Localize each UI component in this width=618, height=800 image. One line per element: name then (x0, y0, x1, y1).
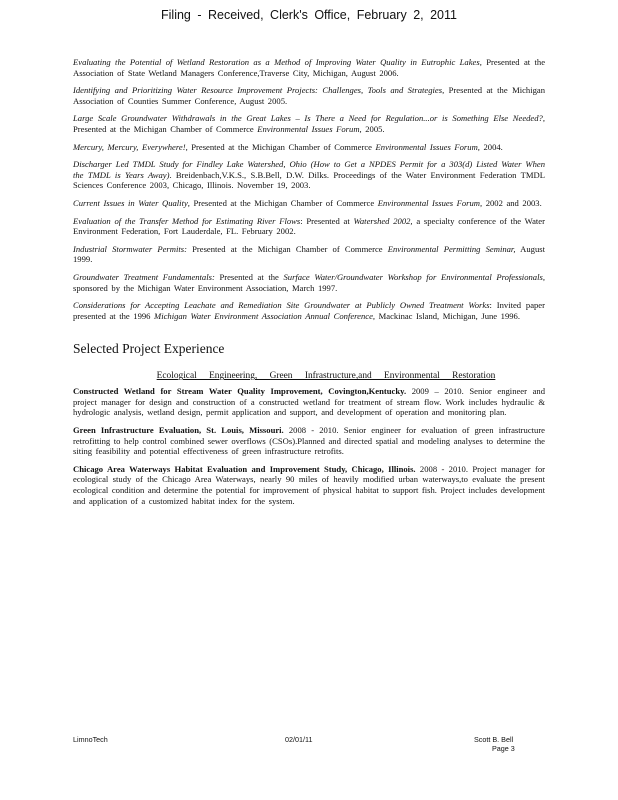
project-description: 2008 - 2010. Project manager for ecological study of the Chicago Area Waterways, nearly 90 miles of heavily modified urban waterways,to evaluate the present ecological condition and determine the potential for improvement of physical habitat to support fish. Project includes development and application of a customized habitat index for the system. (73, 463, 545, 506)
presentation-entry: Considerations for Accepting Leachate and Remediation Site Groundwater at Publicly Owned Treatment Works: Invited paper presented at the 1996 Michigan Water Environment Association Annual Conference, Mackinac Island, Michigan, June 1996. (73, 300, 545, 321)
filing-stamp: Filing - Received, Clerk's Office, February 2, 2011 (161, 8, 457, 22)
presentation-entry: Mercury, Mercury, Everywhere!, Presented at the Michigan Chamber of Commerce Environmental Issues Forum, 2004. (73, 141, 503, 152)
footer-date: 02/01/11 (285, 735, 313, 744)
presentation-entry: Identifying and Prioritizing Water Resource Improvement Projects: Challenges, Tools and Strategies, Presented at the Michigan Association of Counties Summer Conference, August 2005. (73, 85, 546, 106)
footer-author: Scott B. Bell (474, 735, 514, 744)
presentation-entry: Discharger Led TMDL Study for Findley Lake Watershed, Ohio (How to Get a NPDES Permit for a 303(d) Listed Water When the TMDL is Years Away). Breidenbach,V.K.S., S.B.Bell, D.W. Dilks. Proceedings of the Water Environment Federation TMDL Sciences Conference 2003, Chicago, Illinois. November 19, 2003. (73, 159, 545, 191)
project-heading: Green Infrastructure Evaluation, St. Louis, Missouri. (73, 425, 284, 436)
project-description: 2008 - 2010. Senior engineer for evaluation of green infrastructure retrofitting to help control combined sewer overflows (CSOs).Planned and directed spatial and modeling analyses to determine the siting feasibility and potential effectiveness of green infrastructure retrofits. (73, 425, 545, 457)
project-entry (73, 464, 545, 506)
page-body (73, 57, 545, 513)
presentation-entry: Large Scale Groundwater Withdrawals in the Great Lakes – Is There a Need for Regulation...or is Something Else Needed?, Presented at the Michigan Chamber of Commerce Environmental Issues Forum, 2005. (73, 113, 545, 134)
section-subheading: Ecological Engineering, Green Infrastructure,and Environmental Restoration (156, 371, 496, 382)
presentations-list (73, 57, 545, 321)
project-entry (73, 386, 545, 418)
footer-company: LimnoTech (73, 735, 108, 744)
section-title: Selected Project Experience (73, 341, 225, 357)
projects-list (73, 386, 545, 506)
presentation-entry: Evaluation of the Transfer Method for Estimating River Flows: Presented at Watershed 2002, a specialty conference of the Water Environment Federation, Fort Lauderdale, FL. February 2002. (73, 215, 545, 237)
presentation-entry: Current Issues in Water Quality, Presented at the Michigan Chamber of Commerce Environmental Issues Forum, 2002 and 2003. (73, 197, 542, 208)
presentation-entry: Industrial Stormwater Permits: Presented at the Michigan Chamber of Commerce Environmental Permitting Seminar, August 1999. (73, 243, 545, 265)
project-entry (73, 425, 545, 457)
footer-page-number: Page 3 (492, 744, 515, 753)
project-heading: Chicago Area Waterways Habitat Evaluation and Improvement Study, Chicago, Illinois. (73, 463, 416, 474)
presentation-entry: Evaluating the Potential of Wetland Restoration as a Method of Improving Water Quality in Eutrophic Lakes, Presented at the Association of State Wetland Managers Conference,Traverse City, Michigan, August 2006. (73, 57, 546, 78)
project-heading: Constructed Wetland for Stream Water Quality Improvement, Covington,Kentucky. (73, 386, 407, 397)
presentation-entry: Groundwater Treatment Fundamentals: Presented at the Surface Water/Groundwater Workshop for Environmental Professionals, sponsored by the Michigan Water Environment Association, March 1997. (73, 271, 545, 293)
project-description: 2009 – 2010. Senior engineer and project manager for design and construction of a constructed wetland for treatment of stream flow. Work includes hydraulic & hydrologic analysis, wetland design, permit application and support, and development of operation and monitoring plan. (73, 386, 545, 418)
